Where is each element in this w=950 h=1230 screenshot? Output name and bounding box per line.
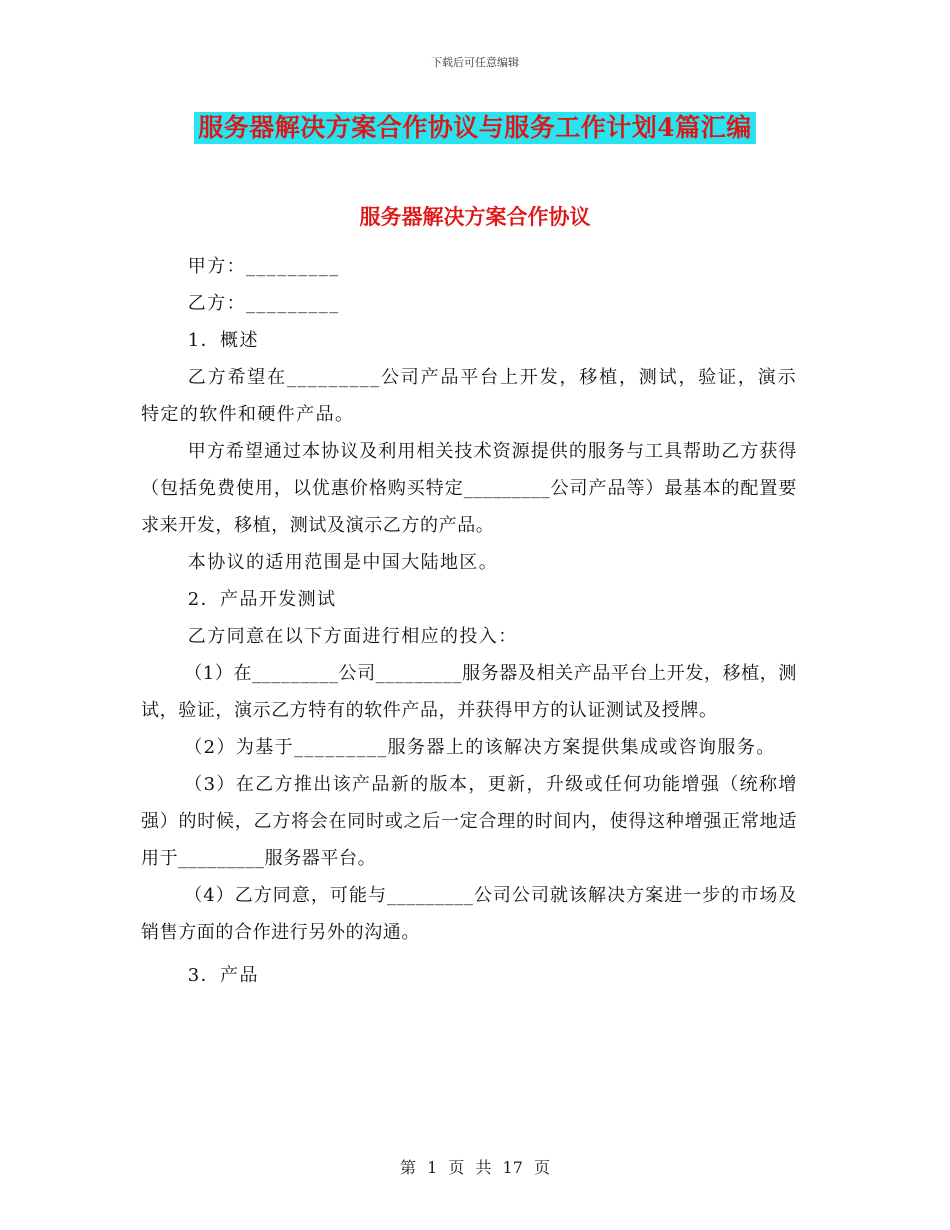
paragraph-investment: 乙方同意在以下方面进行相应的投入： bbox=[187, 626, 518, 647]
list-item-3: （3）在乙方推出该产品新的版本，更新，升级或任何功能增强（统称增强）的时候，乙方将会在同时或之后一定合理的时间内，使得这种增强正常地适用于_________服务器平台。 bbox=[141, 774, 797, 869]
main-title: 服务器解决方案合作协议与服务工作计划4篇汇编 bbox=[194, 112, 755, 144]
party-a-line: 甲方：_________ bbox=[187, 256, 340, 277]
list-item-2: （2）为基于_________服务器上的该解决方案提供集成或咨询服务。 bbox=[184, 737, 776, 758]
main-title-wrap bbox=[0, 112, 950, 144]
section-title: 服务器解决方案合作协议 bbox=[359, 204, 591, 229]
page-footer: 第 1 页 共 17 页 bbox=[400, 1158, 550, 1177]
paragraph-scope: 本协议的适用范围是中国大陆地区。 bbox=[187, 552, 499, 573]
heading-product-dev-test: 2．产品开发测试 bbox=[187, 589, 337, 610]
paragraph-overview-2: 甲方希望通过本协议及利用相关技术资源提供的服务与工具帮助乙方获得（包括免费使用，以优惠价格购买特定_________公司产品等）最基本的配置要求来开发，移植，测试及演示乙方的产品。 bbox=[141, 441, 797, 536]
document-body bbox=[141, 248, 797, 994]
party-b-line: 乙方：_________ bbox=[187, 293, 340, 314]
paragraph-overview-1: 乙方希望在_________公司产品平台上开发，移植，测试，验证，演示特定的软件和硬件产品。 bbox=[141, 367, 797, 425]
heading-product: 3．产品 bbox=[187, 965, 259, 986]
header-note: 下载后可任意编辑 bbox=[431, 56, 519, 69]
list-item-4: （4）乙方同意，可能与_________公司公司就该解决方案进一步的市场及销售方面的合作进行另外的沟通。 bbox=[141, 885, 797, 943]
list-item-1: （1）在_________公司_________服务器及相关产品平台上开发，移植，测试，验证，演示乙方特有的软件产品，并获得甲方的认证测试及授牌。 bbox=[141, 663, 797, 721]
heading-overview: 1．概述 bbox=[187, 330, 259, 351]
